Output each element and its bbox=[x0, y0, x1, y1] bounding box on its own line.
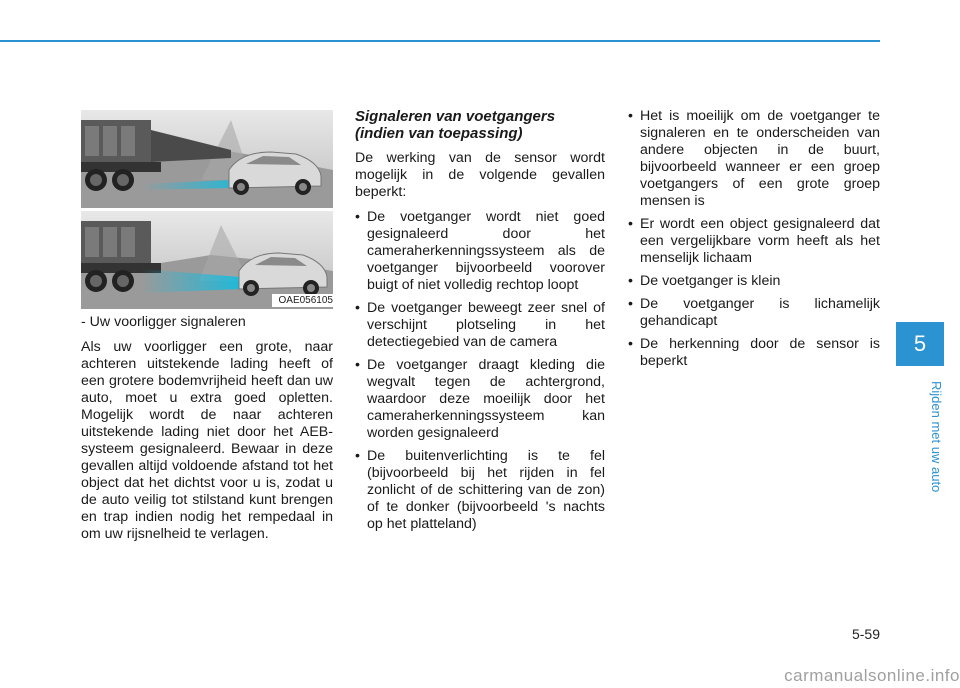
intro-paragraph: De werking van de sensor wordt mogelijk in de volgende gevallen beperkt: bbox=[355, 150, 605, 200]
illustration-truck-overhang-top bbox=[81, 110, 333, 208]
column-3 bbox=[628, 108, 880, 376]
column-2 bbox=[355, 108, 605, 539]
list-item: • De voetganger draagt kleding die wegvalt tegen de achtergrond, waardoor deze moeilijk door het cameraherkenningssysteem kan worden gesignaleerd bbox=[355, 357, 605, 442]
truck-car-diagram bbox=[81, 110, 333, 208]
chapter-number-tab: 5 bbox=[896, 322, 944, 366]
list-item: • De voetganger is lichamelijk gehandicapt bbox=[628, 296, 880, 330]
section-heading-voetgangers: Signaleren van voetgangers (indien van toepassing) bbox=[355, 108, 556, 142]
watermark: carmanualsonline.info bbox=[784, 666, 960, 685]
bullet-list-1 bbox=[355, 209, 605, 533]
header-rule bbox=[0, 40, 880, 42]
paragraph-voorligger: Als uw voorligger een grote, naar achteren uitstekende lading heeft of een grotere bodemvrijheid heeft dan uw auto, moet u extra goed opletten. Mogelijk wordt de naar achteren uitstekende lading niet door het AEB-systeem gesignaleerd. Bewaar in deze gevallen altijd voldoende afstand tot het object dat het dichtst voor u is, zodat u de auto veilig tot stilstand kunt brengen en trap indien nodig het rempedaal in om uw rijsnelheid te verlagen. bbox=[81, 339, 333, 542]
list-item: • Het is moeilijk om de voetganger te signaleren en te onderscheiden van andere objecten in de buurt, bijvoorbeeld wanneer er een groep voetgangers of een grote groep mensen is bbox=[628, 108, 880, 210]
subheading-voorligger: - Uw voorligger signaleren bbox=[81, 314, 246, 330]
chapter-title: Rijden met uw auto bbox=[929, 381, 944, 493]
list-item: • De buitenverlichting is te fel (bijvoorbeeld bij het rijden in fel zonlicht of de schittering van de zon) of te donker (bijvoorbeeld 's nachts op het platteland) bbox=[355, 448, 605, 533]
list-item: • De voetganger wordt niet goed gesignaleerd door het cameraherkenningssysteem als de voetganger bijvoorbeeld voorover buigt of niet volledig rechtop loopt bbox=[355, 209, 605, 294]
list-item: • De herkenning door de sensor is beperkt bbox=[628, 336, 880, 370]
page-number: 5-59 bbox=[851, 626, 880, 642]
list-item: • De voetganger beweegt zeer snel of verschijnt plotseling in het detectiegebied van de camera bbox=[355, 300, 605, 351]
list-item: • De voetganger is klein bbox=[628, 273, 880, 290]
figure-code: OAE056105 bbox=[272, 294, 333, 307]
column-1 bbox=[81, 314, 333, 551]
list-item: • Er wordt een object gesignaleerd dat een vergelijkbare vorm heeft als het menselijk lichaam bbox=[628, 216, 880, 267]
bullet-list-2 bbox=[628, 108, 880, 370]
